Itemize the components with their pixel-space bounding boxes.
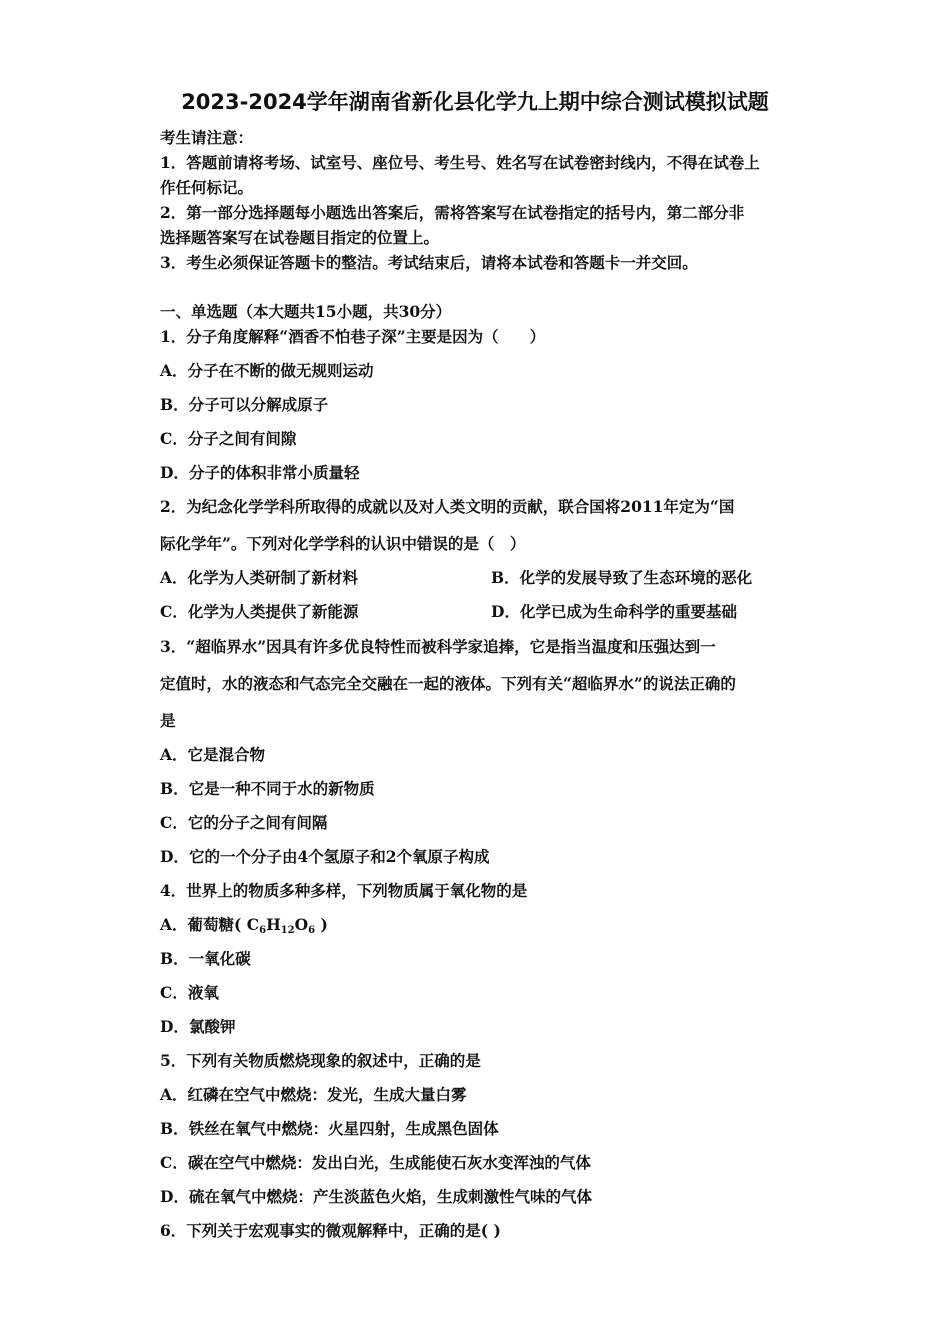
- question-stem: 6．下列关于宏观事实的微观解释中，正确的是( ): [160, 1221, 501, 1240]
- question-stem: 2．为纪念化学学科所取得的成就以及对人类文明的贡献，联合国将2011年定为“国: [160, 497, 735, 516]
- question-stem: 是: [160, 711, 176, 730]
- option-glucose: [160, 915, 328, 941]
- notice-line: 3．考生必须保证答题卡的整洁。考试结束后，请将本试卷和答题卡一并交回。: [160, 253, 698, 272]
- notice-line: 2．第一部分选择题每小题选出答案后，需将答案写在试卷指定的括号内，第二部分非: [160, 203, 745, 222]
- option: D．它的一个分子由4个氢原子和2个氧原子构成: [160, 847, 490, 866]
- option: A．分子在不断的做无规则运动: [160, 361, 374, 380]
- section-heading: 一、单选题（本大题共15小题，共30分）: [160, 302, 452, 321]
- option: A．红磷在空气中燃烧：发光，生成大量白雾: [160, 1085, 467, 1104]
- option: A．化学为人类研制了新材料: [160, 568, 359, 587]
- option: B．铁丝在氧气中燃烧：火星四射，生成黑色固体: [160, 1119, 499, 1138]
- option: C．碳在空气中燃烧：发出白光，生成能使石灰水变浑浊的气体: [160, 1153, 591, 1172]
- option: D．氯酸钾: [160, 1017, 236, 1036]
- option: D．分子的体积非常小质量轻: [160, 463, 360, 482]
- option: D．化学已成为生命科学的重要基础: [491, 602, 737, 621]
- option: C．液氧: [160, 983, 219, 1002]
- element-symbol: H: [266, 915, 281, 934]
- subscript: 6: [308, 925, 316, 936]
- option: C．它的分子之间有间隔: [160, 813, 328, 832]
- question-stem: 4．世界上的物质多种多样，下列物质属于氧化物的是: [160, 881, 528, 900]
- option-text: ): [315, 915, 328, 934]
- notice-heading: 考生请注意：: [160, 128, 254, 147]
- subscript: 12: [280, 925, 295, 936]
- option-text: A．葡萄糖( C: [160, 915, 260, 934]
- question-stem: 5．下列有关物质燃烧现象的叙述中，正确的是: [160, 1051, 481, 1070]
- option: C．分子之间有间隙: [160, 429, 297, 448]
- question-stem: 1．分子角度解释“酒香不怕巷子深”主要是因为（ ）: [160, 327, 546, 346]
- option: A．它是混合物: [160, 745, 266, 764]
- option: B．一氧化碳: [160, 949, 251, 968]
- option: D．硫在氧气中燃烧：产生淡蓝色火焰，生成刺激性气味的气体: [160, 1187, 592, 1206]
- notice-line: 选择题答案写在试卷题目指定的位置上。: [160, 228, 440, 247]
- question-stem: 3．“超临界水”因具有许多优良特性而被科学家追捧，它是指当温度和压强达到一: [160, 637, 716, 656]
- option: C．化学为人类提供了新能源: [160, 602, 359, 621]
- question-stem: 际化学年”。下列对化学学科的认识中错误的是（ ）: [160, 534, 526, 553]
- element-symbol: O: [294, 915, 309, 934]
- notice-line: 1．答题前请将考场、试室号、座位号、考生号、姓名写在试卷密封线内，不得在试卷上: [160, 153, 760, 172]
- option: B．化学的发展导致了生态环境的恶化: [491, 568, 753, 587]
- question-stem: 定值时，水的液态和气态完全交融在一起的液体。下列有关“超临界水”的说法正确的: [160, 674, 736, 693]
- page-title: 2023-2024学年湖南省新化县化学九上期中综合测试模拟试题: [181, 90, 769, 114]
- subscript: 6: [259, 925, 267, 936]
- option: B．分子可以分解成原子: [160, 395, 329, 414]
- notice-line: 作任何标记。: [160, 178, 254, 197]
- option: B．它是一种不同于水的新物质: [160, 779, 375, 798]
